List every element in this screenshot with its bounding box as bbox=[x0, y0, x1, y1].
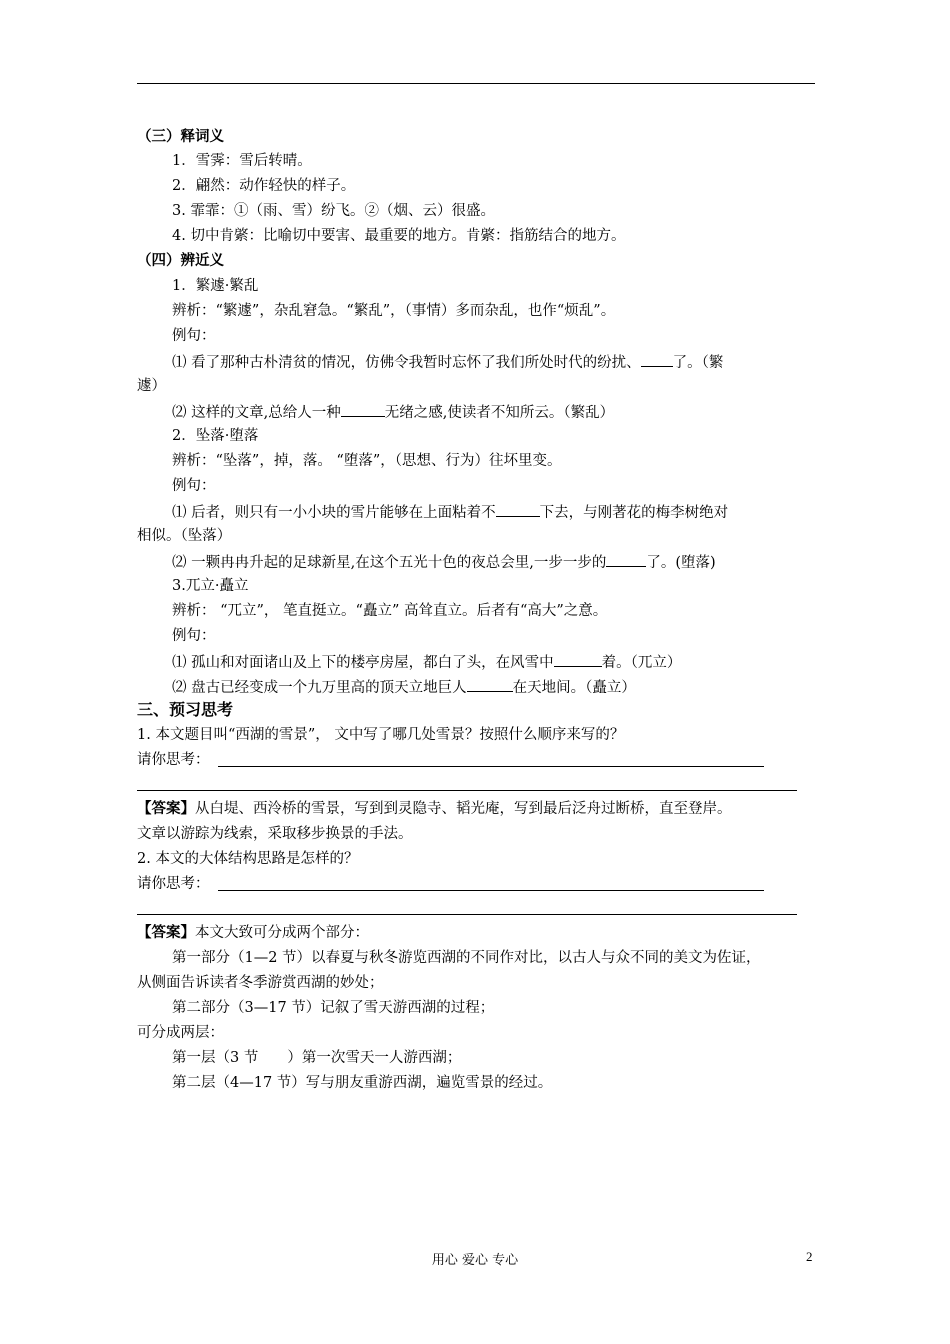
synonym-group-1-example-1-cont: 遽） bbox=[137, 378, 166, 394]
synonym-group-2-title: 2．坠落·堕落 bbox=[172, 428, 259, 444]
answer-2-part-1: 第一部分（1—2 节）以春夏与秋冬游览西湖的不同作对比，以古人与众不同的美文为佐证， bbox=[172, 950, 761, 966]
question-2: 2. 本文的大体结构思路是怎样的？ bbox=[137, 851, 359, 867]
answer-2-layer-1: 第一层（3 节 ）第一次雪天一人游西湖； bbox=[172, 1050, 462, 1066]
definition-item-2: 2．翩然：动作轻快的样子。 bbox=[172, 178, 356, 194]
synonym-group-3-example-2: ⑵ 盘古已经变成一个九万里高的顶天立地巨人 在天地间。（矗立） bbox=[172, 676, 636, 698]
answer-line bbox=[218, 890, 764, 891]
synonym-group-3-analysis: 辨析： “兀立”， 笔直挺立。“矗立” 高耸直立。后者有“高大”之意。 bbox=[172, 603, 608, 619]
synonym-group-1-analysis: 辨析：“繁遽”，杂乱窘急。“繁乱”，（事情）多而杂乱，也作“烦乱”。 bbox=[172, 303, 616, 319]
synonym-group-3-example-label: 例句： bbox=[172, 628, 216, 644]
synonym-group-2-example-2: ⑵ 一颗冉冉升起的足球新星,在这个五光十色的夜总会里,一步一步的 了。(堕落) bbox=[172, 551, 716, 573]
answer-2-part-1-cont: 从侧面告诉读者冬季游赏西湖的妙处； bbox=[137, 975, 384, 991]
section-heading-definitions: （三）释词义 bbox=[137, 128, 224, 145]
fill-blank bbox=[641, 351, 673, 367]
synonym-group-1-title: 1．繁遽·繁乱 bbox=[172, 278, 259, 294]
fill-blank bbox=[467, 676, 513, 692]
page-number: 2 bbox=[806, 1249, 813, 1264]
question-1: 1. 本文题目叫“西湖的雪景”， 文中写了哪几处雪景？按照什么顺序来写的？ bbox=[137, 727, 625, 743]
definition-item-4: 4. 切中肯綮：比喻切中要害、最重要的地方。肯綮：指筋结合的地方。 bbox=[172, 228, 626, 244]
synonym-group-3-example-1: ⑴ 孤山和对面诸山及上下的楼亭房屋，都白了头，在风雪中 着。（兀立） bbox=[172, 651, 681, 673]
fill-blank bbox=[496, 501, 540, 517]
fill-blank bbox=[554, 651, 602, 667]
definition-item-3: 3. 霏霏：①（雨、雪）纷飞。②（烟、云）很盛。 bbox=[172, 203, 495, 219]
section-heading-synonyms: （四）辨近义 bbox=[137, 252, 224, 269]
page-footer: 用心 爱心 专心 bbox=[431, 1253, 519, 1268]
synonym-group-2-example-label: 例句： bbox=[172, 478, 216, 494]
synonym-group-1-example-1: ⑴ 看了那种古朴清贫的情况，仿佛令我暂时忘怀了我们所处时代的纷扰、 了。（繁 bbox=[172, 351, 723, 373]
definition-item-1: 1．雪霁：雪后转晴。 bbox=[172, 153, 312, 169]
synonym-group-1-example-label: 例句： bbox=[172, 328, 216, 344]
answer-1-line-1: 【答案】从白堤、西泠桥的雪景，写到到灵隐寺、韬光庵，写到最后泛舟过断桥，直至登岸。 bbox=[137, 800, 732, 817]
answer-2-layer-2: 第二层（4—17 节）写与朋友重游西湖，遍览雪景的经过。 bbox=[172, 1075, 553, 1091]
synonym-group-3-title: 3.兀立·矗立 bbox=[172, 578, 249, 594]
fill-blank bbox=[606, 551, 646, 567]
answer-line bbox=[218, 766, 764, 767]
think-prompt-2: 请你思考： bbox=[137, 876, 210, 892]
answer-2-part-2: 第二部分（3—17 节）记叙了雪天游西湖的过程； bbox=[172, 1000, 495, 1016]
header-rule bbox=[137, 83, 815, 84]
answer-2-layers-intro: 可分成两层： bbox=[137, 1025, 224, 1041]
synonym-group-2-analysis: 辨析：“坠落”，掉，落。 “堕落”，（思想、行为）往坏里变。 bbox=[172, 453, 562, 469]
synonym-group-2-example-1: ⑴ 后者，则只有一小小块的雪片能够在上面粘着不 下去，与刚著花的梅李树绝对 bbox=[172, 501, 728, 523]
synonym-group-1-example-2: ⑵ 这样的文章,总给人一种 无绪之感,使读者不知所云。（繁乱） bbox=[172, 401, 614, 423]
answer-1-line-2: 文章以游踪为线索，采取移步换景的手法。 bbox=[137, 826, 413, 842]
synonym-group-2-example-1-cont: 相似。（坠落） bbox=[137, 528, 232, 544]
answer-2-intro: 【答案】本文大致可分成两个部分： bbox=[137, 924, 369, 941]
section-heading-preview: 三、预习思考 bbox=[137, 700, 234, 719]
answer-line bbox=[137, 914, 797, 915]
answer-line bbox=[137, 790, 797, 791]
fill-blank bbox=[341, 401, 385, 417]
think-prompt-1: 请你思考： bbox=[137, 752, 210, 768]
